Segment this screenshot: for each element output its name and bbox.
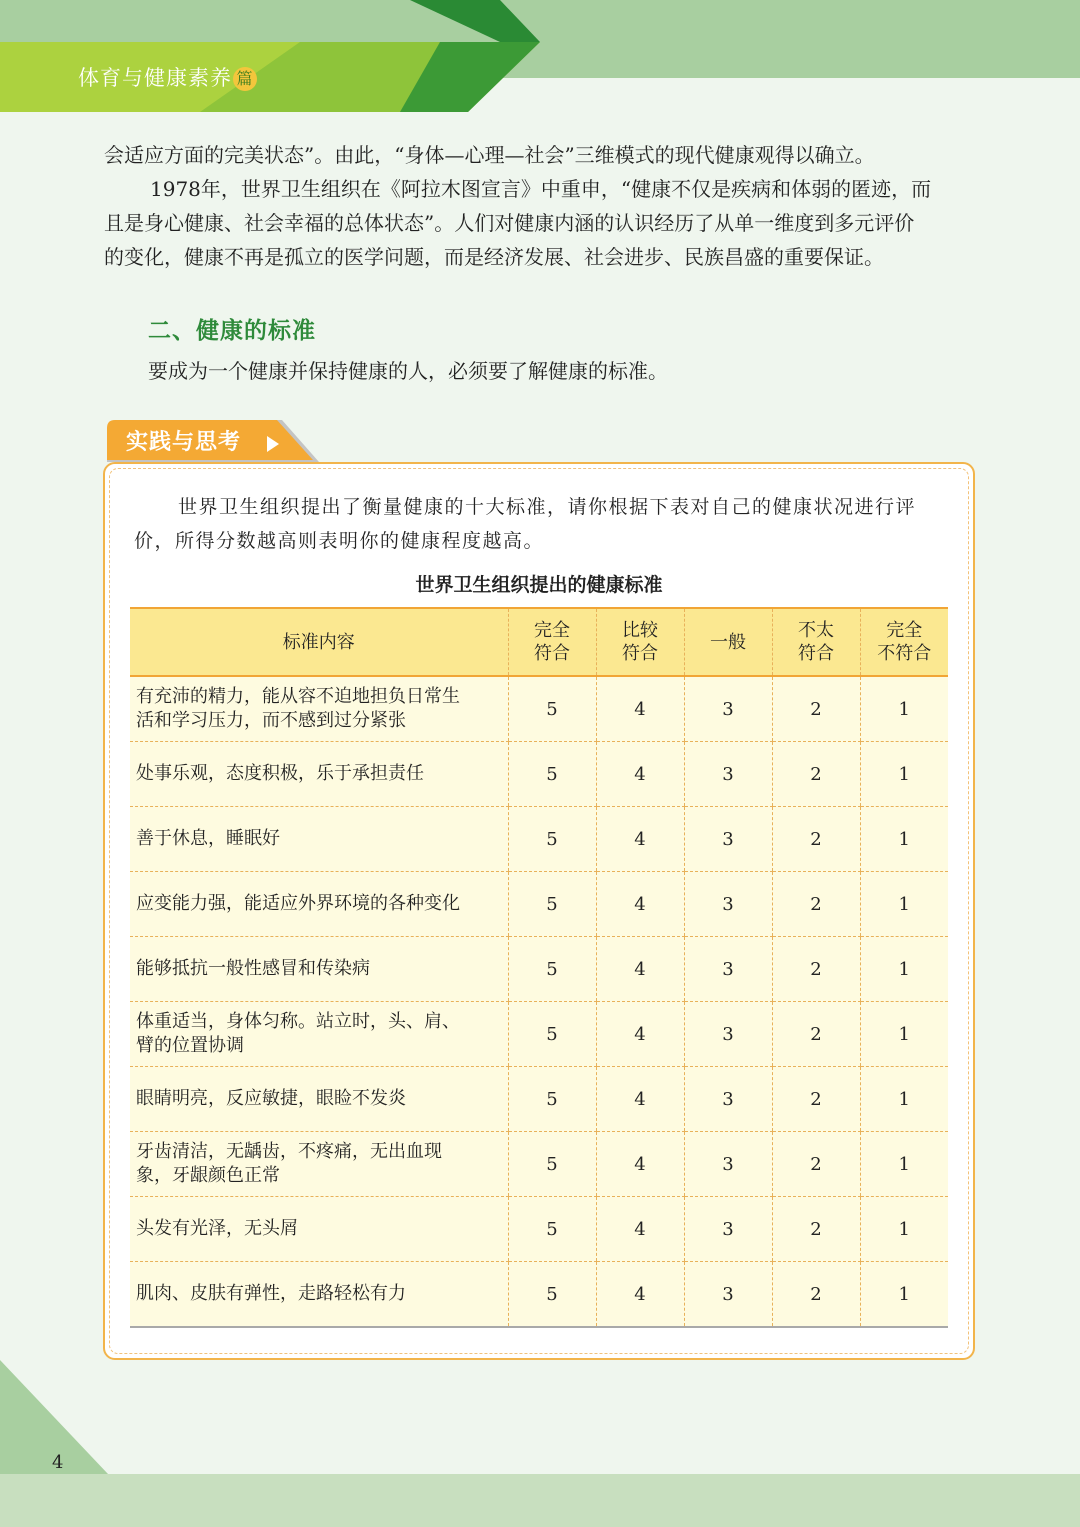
header-title xyxy=(78,62,257,92)
header-average xyxy=(684,608,772,676)
standard-text: 活和学习压力，而不感到过分紧张 xyxy=(136,710,406,731)
table-title: 世界卫生组织提出的健康标准 xyxy=(415,574,663,596)
score-cell: 4 xyxy=(596,1197,684,1262)
practice-intro-line2: 价，所得分数越高则表明你的健康程度越高。 xyxy=(134,530,545,552)
standard-text: 有充沛的精力，能从容不迫地担负日常生 xyxy=(136,686,460,707)
score-cell: 2 xyxy=(772,807,860,872)
table-header-row xyxy=(130,608,948,676)
score-cell: 2 xyxy=(772,1002,860,1067)
header-banner xyxy=(0,0,1080,118)
score-cell: 3 xyxy=(684,1262,772,1328)
score-cell: 2 xyxy=(772,742,860,807)
score-cell: 3 xyxy=(684,742,772,807)
score-cell: 4 xyxy=(596,742,684,807)
score-cell: 2 xyxy=(772,676,860,742)
score-cell: 5 xyxy=(508,1067,596,1132)
header-text: 不符合 xyxy=(877,643,932,664)
section-heading: 二、健康的标准 xyxy=(148,318,316,344)
score-cell: 5 xyxy=(508,742,596,807)
header-content-text: 标准内容 xyxy=(282,631,355,653)
practice-tab-label: 实践与思考 xyxy=(126,430,242,455)
score-cell: 2 xyxy=(772,1132,860,1197)
score-cell: 4 xyxy=(596,872,684,937)
score-cell: 5 xyxy=(508,1002,596,1067)
standard-cell xyxy=(130,1132,508,1197)
score-cell: 5 xyxy=(508,1132,596,1197)
standard-text: 肌肉、皮肤有弹性，走路轻松有力 xyxy=(136,1283,406,1304)
header-somewhat-matches xyxy=(772,608,860,676)
header-text: 符合 xyxy=(534,643,570,664)
standard-text: 臂的位置协调 xyxy=(136,1035,244,1056)
score-cell: 5 xyxy=(508,937,596,1002)
header-text: 符合 xyxy=(622,643,658,664)
score-cell: 1 xyxy=(860,1067,948,1132)
standard-text: 处事乐观，态度积极，乐于承担责任 xyxy=(136,763,424,784)
header-content xyxy=(130,608,508,676)
header-badge: 篇 xyxy=(233,67,257,91)
score-cell: 3 xyxy=(684,872,772,937)
body-paragraph-line: 且是身心健康、社会幸福的总体状态”。人们对健康内涵的认识经历了从单一维度到多元评价 xyxy=(104,211,915,235)
practice-intro-line1: 世界卫生组织提出了衡量健康的十大标准，请你根据下表对自己的健康状况进行评 xyxy=(178,496,917,518)
table-row xyxy=(130,937,948,1002)
body-paragraph-line: 会适应方面的完美状态”。由此，“身体—心理—社会”三维模式的现代健康观得以确立。 xyxy=(104,143,875,167)
table-row xyxy=(130,1262,948,1328)
score-cell: 2 xyxy=(772,937,860,1002)
score-cell: 1 xyxy=(860,1002,948,1067)
score-cell: 5 xyxy=(508,1262,596,1328)
header-not-matches xyxy=(860,608,948,676)
standard-cell xyxy=(130,807,508,872)
standard-cell xyxy=(130,1067,508,1132)
header-text: 完全 xyxy=(534,620,570,641)
standard-text: 体重适当，身体匀称。站立时，头、肩、 xyxy=(136,1011,460,1032)
score-cell: 5 xyxy=(508,1197,596,1262)
score-cell: 4 xyxy=(596,807,684,872)
body-paragraph-line: 1978年，世界卫生组织在《阿拉木图宣言》中重申，“健康不仅是疾病和体弱的匿迹，而 xyxy=(150,177,932,201)
table-row xyxy=(130,676,948,742)
standard-text: 牙齿清洁，无龋齿，不疼痛，无出血现 xyxy=(136,1141,442,1162)
header-mostly-matches xyxy=(596,608,684,676)
footer-decoration xyxy=(0,1360,1080,1527)
table-row xyxy=(130,742,948,807)
table-row xyxy=(130,1197,948,1262)
standard-cell xyxy=(130,1197,508,1262)
section-intro: 要成为一个健康并保持健康的人，必须要了解健康的标准。 xyxy=(148,359,668,383)
standard-text: 能够抵抗一般性感冒和传染病 xyxy=(136,958,370,979)
standard-cell xyxy=(130,1262,508,1328)
body-paragraph-line: 的变化，健康不再是孤立的医学问题，而是经济发展、社会进步、民族昌盛的重要保证。 xyxy=(104,245,884,269)
score-cell: 4 xyxy=(596,676,684,742)
health-standards-table xyxy=(130,607,948,1328)
score-cell: 1 xyxy=(860,742,948,807)
score-cell: 5 xyxy=(508,807,596,872)
standard-cell xyxy=(130,676,508,742)
table-row xyxy=(130,807,948,872)
score-cell: 1 xyxy=(860,807,948,872)
table-row xyxy=(130,1002,948,1067)
table-row xyxy=(130,872,948,937)
score-cell: 1 xyxy=(860,872,948,937)
score-cell: 2 xyxy=(772,1262,860,1328)
standard-cell xyxy=(130,742,508,807)
score-cell: 4 xyxy=(596,937,684,1002)
score-cell: 2 xyxy=(772,1067,860,1132)
header-text: 一般 xyxy=(710,631,746,653)
score-cell: 3 xyxy=(684,937,772,1002)
standard-text: 头发有光泽，无头屑 xyxy=(136,1218,298,1239)
score-cell: 3 xyxy=(684,1067,772,1132)
header-text: 完全 xyxy=(886,620,923,641)
standard-cell xyxy=(130,1002,508,1067)
standard-cell xyxy=(130,872,508,937)
header-fully-matches xyxy=(508,608,596,676)
score-cell: 4 xyxy=(596,1067,684,1132)
score-cell: 5 xyxy=(508,872,596,937)
score-cell: 1 xyxy=(860,1262,948,1328)
score-cell: 5 xyxy=(508,676,596,742)
score-cell: 4 xyxy=(596,1002,684,1067)
standard-text: 眼睛明亮，反应敏捷，眼睑不发炎 xyxy=(136,1088,406,1109)
score-cell: 3 xyxy=(684,807,772,872)
score-cell: 2 xyxy=(772,872,860,937)
standard-cell xyxy=(130,937,508,1002)
page-number: 4 xyxy=(52,1452,64,1473)
standard-text: 善于休息，睡眠好 xyxy=(136,828,280,849)
header-text: 不太 xyxy=(798,620,834,641)
header-text: 比较 xyxy=(622,620,658,641)
score-cell: 3 xyxy=(684,1197,772,1262)
score-cell: 1 xyxy=(860,676,948,742)
table-row xyxy=(130,1132,948,1197)
table-row xyxy=(130,1067,948,1132)
score-cell: 2 xyxy=(772,1197,860,1262)
standard-text: 应变能力强，能适应外界环境的各种变化 xyxy=(136,893,460,914)
score-cell: 1 xyxy=(860,937,948,1002)
header-text: 符合 xyxy=(798,643,834,664)
score-cell: 3 xyxy=(684,676,772,742)
score-cell: 1 xyxy=(860,1197,948,1262)
score-cell: 4 xyxy=(596,1262,684,1328)
score-cell: 4 xyxy=(596,1132,684,1197)
score-cell: 3 xyxy=(684,1132,772,1197)
score-cell: 1 xyxy=(860,1132,948,1197)
score-cell: 3 xyxy=(684,1002,772,1067)
header-title-text: 体育与健康素养 xyxy=(78,66,232,90)
standard-text: 象，牙龈颜色正常 xyxy=(136,1165,280,1186)
